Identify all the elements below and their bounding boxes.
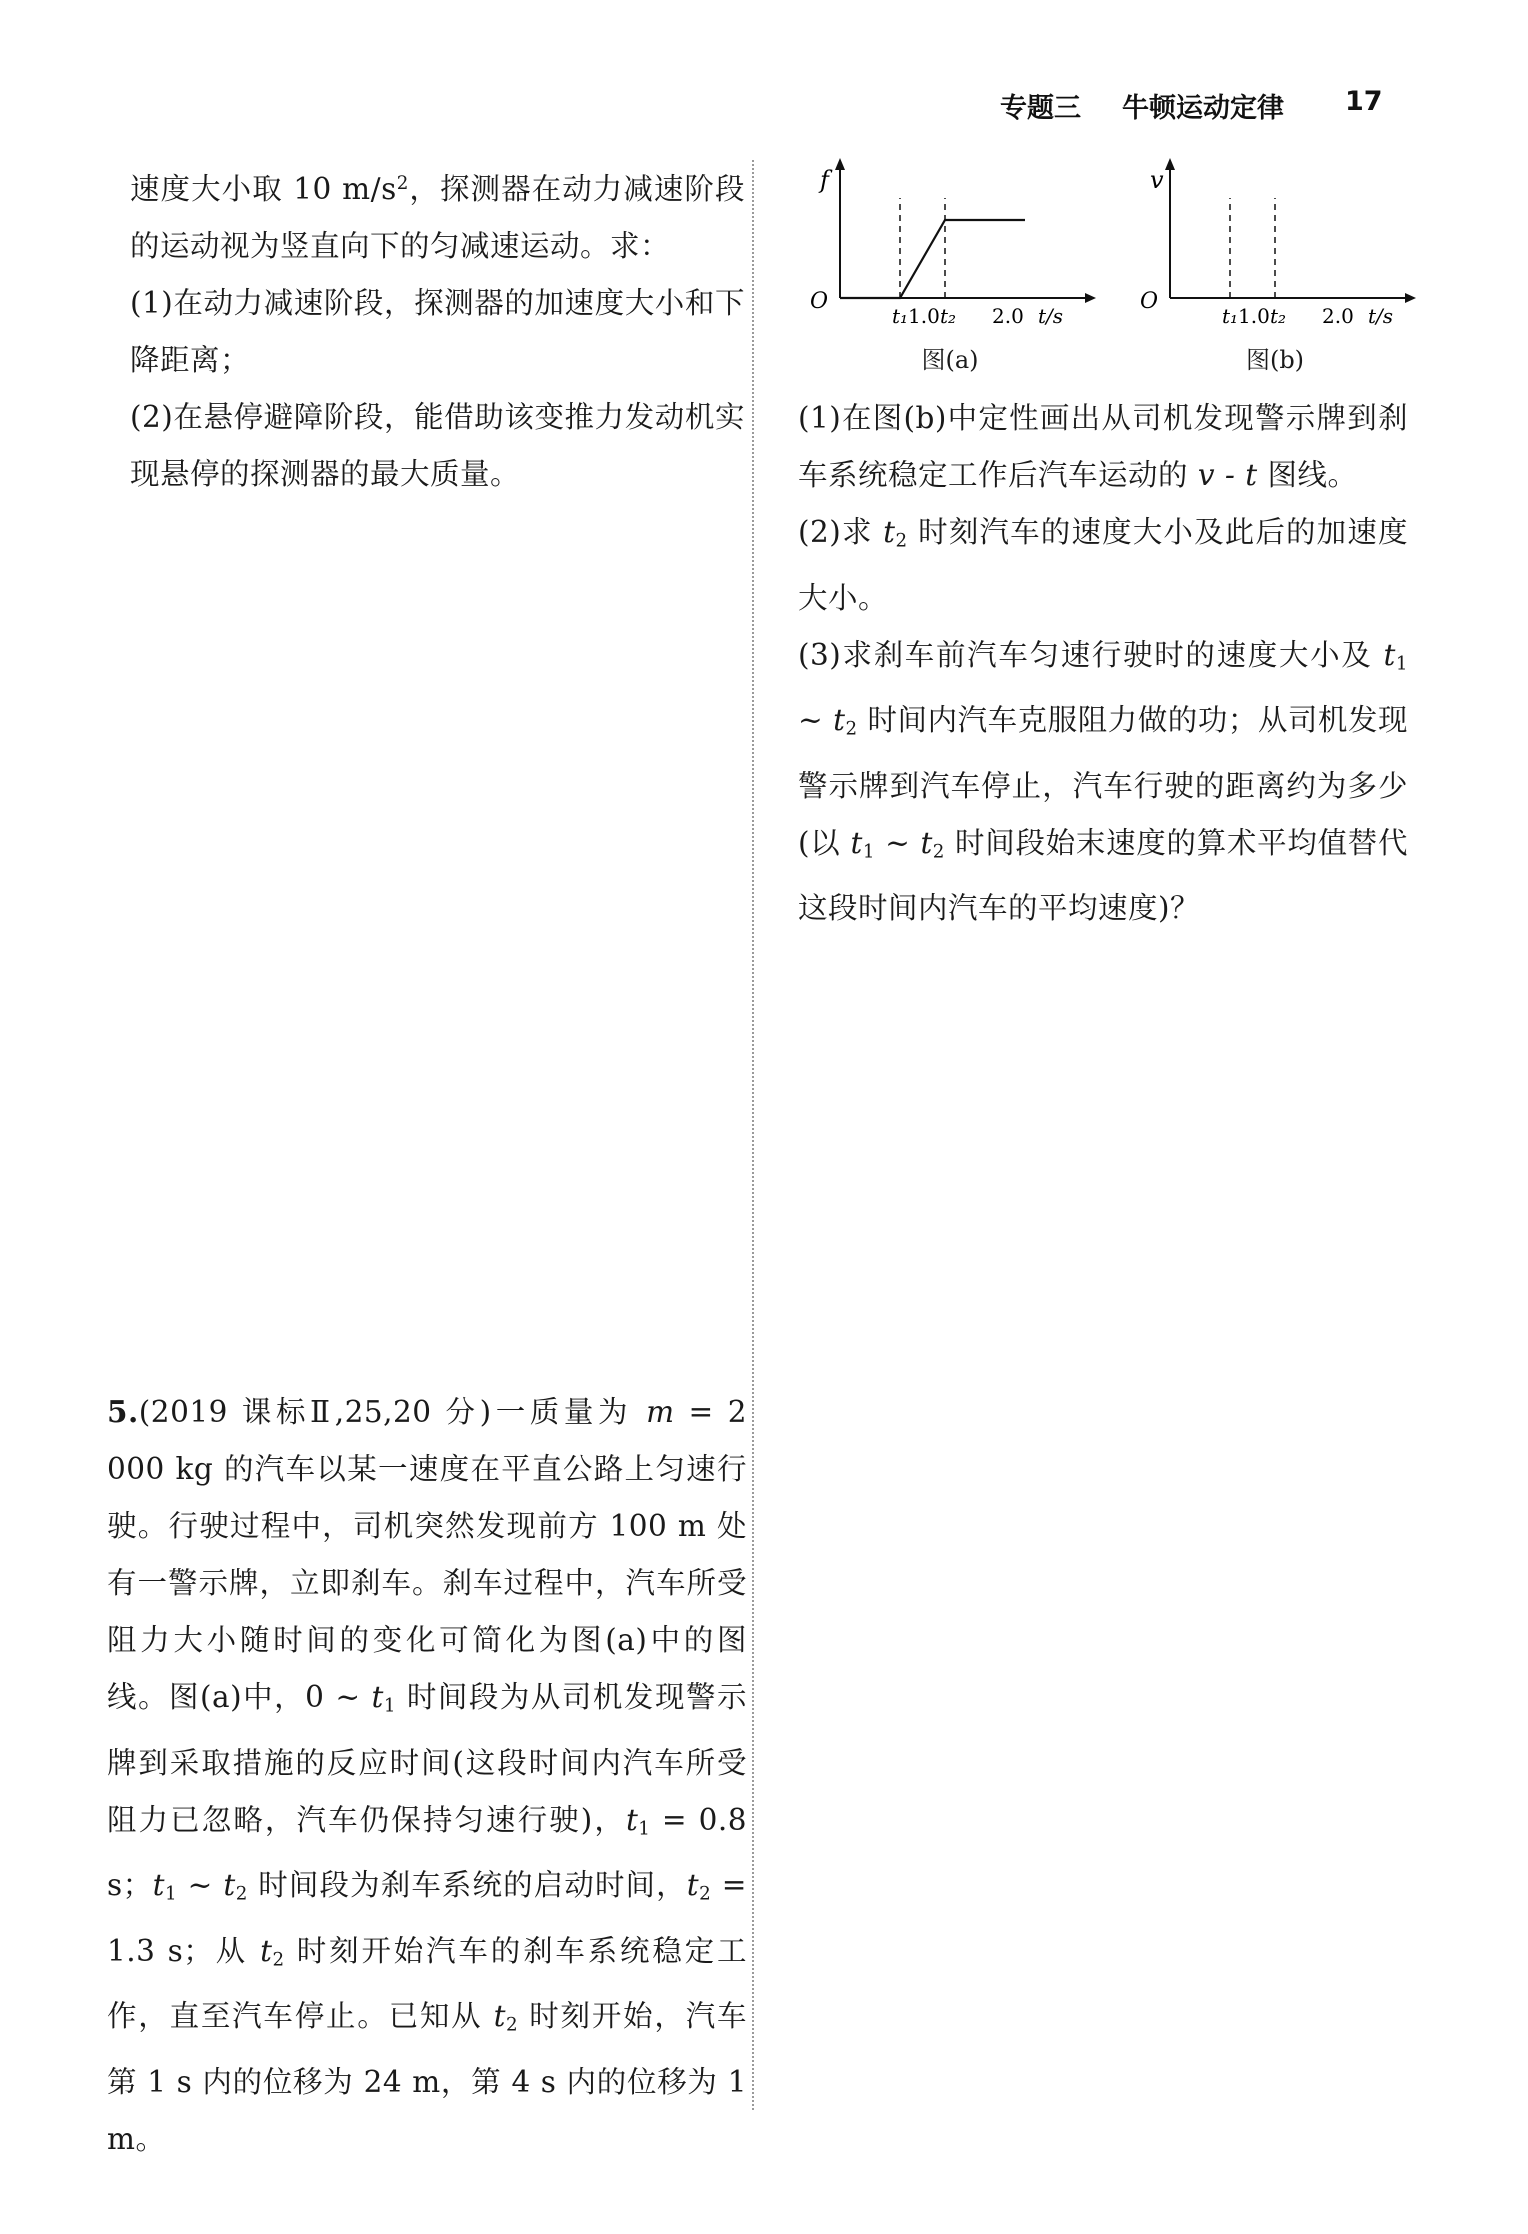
t-symbol: t	[686, 1868, 700, 1903]
text-segment: 时刻汽车的速度大小及此后的加速度大小。	[798, 515, 1408, 615]
text-segment: 一质量为	[491, 1395, 647, 1429]
t-symbol: t	[260, 1933, 273, 1968]
x-axis-label: t/s	[1038, 304, 1064, 328]
y-axis-arrow	[1165, 158, 1175, 170]
problem5-question-2	[798, 504, 1408, 627]
problem5-question-3	[798, 627, 1408, 938]
tick-t2: t₂	[940, 304, 957, 328]
t-symbol: t	[920, 825, 933, 860]
subscript: 1	[638, 1818, 651, 1840]
figure-b-caption: 图(b)	[1245, 346, 1305, 374]
superscript: 2	[396, 173, 409, 194]
resistance-curve	[840, 220, 1025, 298]
t-symbol: t	[1383, 637, 1396, 672]
text-segment: ~	[177, 1868, 224, 1903]
problem5-stem	[107, 1383, 747, 2168]
x-axis-arrow	[1085, 293, 1096, 303]
figure-a-graph	[800, 158, 1100, 338]
subscript: 2	[505, 2014, 519, 2036]
y-axis-label: f	[820, 166, 829, 194]
text-segment: 时间段为刹车系统的启动时间，	[247, 1868, 687, 1903]
t-symbol: t	[371, 1680, 384, 1714]
text-segment: (2)求	[798, 515, 884, 549]
text-segment: (3)求刹车前汽车匀速行驶时的速度大小及	[798, 637, 1384, 672]
subscript: 2	[932, 841, 945, 863]
subscript: 1	[862, 841, 876, 863]
t-symbol: t	[152, 1868, 165, 1903]
tick-t2: t₂	[1270, 304, 1287, 328]
text-segment: (1)在图(b)中定性画出从司机发现警示牌到刹车系统稳定工作后汽车运动的	[798, 401, 1408, 492]
problem5-questions	[798, 390, 1408, 937]
figure-a-caption: 图(a)	[921, 346, 979, 374]
m-symbol: m	[646, 1395, 675, 1429]
text-segment: 时刻开始汽车的刹车系统稳定工作，直至汽车停止。已知从	[107, 1933, 747, 2034]
text-segment: 速度大小取 10 m/s	[130, 172, 397, 207]
x-axis-label: t/s	[1368, 304, 1394, 328]
problem5-question-1	[798, 390, 1408, 504]
t-symbol: t	[883, 515, 896, 549]
problem-number: 5.	[107, 1394, 139, 1429]
page-number: 17	[1345, 86, 1383, 117]
tick-2-0: 2.0	[1322, 304, 1354, 328]
text-segment: = 0.8 s；	[107, 1802, 747, 1903]
text-segment: 时间内汽车克服阻力做的功；从司机发现警示牌到汽车停止，汽车行驶的距离约为多少(以	[798, 703, 1408, 860]
tilde: ~	[875, 825, 921, 860]
t-symbol: t	[625, 1802, 639, 1837]
subscript: 2	[845, 718, 858, 740]
text-segment: = 1.3 s；从	[107, 1868, 747, 1968]
figure-a	[800, 158, 1100, 378]
t-symbol: t	[223, 1868, 236, 1903]
tick-t1: t₁	[892, 304, 909, 328]
section-label: 专题三	[1000, 93, 1081, 124]
x-axis-arrow	[1405, 293, 1416, 303]
text-segment: 图线。	[1257, 458, 1358, 492]
t-symbol: t	[493, 1999, 506, 2034]
y-axis-arrow	[835, 158, 845, 170]
subscript: 1	[165, 1883, 178, 1905]
chapter-title: 牛顿运动定律	[1122, 93, 1284, 124]
problem4-question-1: (1)在动力减速阶段，探测器的加速度大小和下降距离；	[130, 286, 745, 378]
origin-label: O	[1140, 289, 1159, 314]
subscript: 2	[235, 1883, 248, 1905]
figure-b-graph	[1130, 158, 1420, 338]
text-segment: 时刻开始，汽车第 1 s 内的位移为 24 m，第 4 s 内的位移为 1 m。	[107, 1999, 747, 2156]
text-segment: ，探测器在动力减速阶段的运动视为竖直向下的匀减速运动。求：	[130, 172, 745, 264]
tilde: ~	[798, 703, 834, 738]
figure-b	[1130, 158, 1420, 378]
subscript: 2	[699, 1883, 712, 1905]
text-segment: 时间段始末速度的算术平均值替代这段时间内汽车的平均速度)？	[798, 825, 1408, 926]
page-header	[1000, 78, 1383, 128]
problem-source: (2019 课标Ⅱ,25,20 分)	[138, 1395, 492, 1429]
subscript: 1	[1395, 653, 1408, 675]
problem4-continuation	[130, 155, 745, 503]
y-axis-label: v	[1150, 166, 1164, 194]
text-segment: 时间段为从司机发现警示牌到采取措施的反应时间(这段时间内汽车所受阻力已忽略，汽车仍保持匀速行驶)，	[107, 1680, 747, 1837]
tick-2-0: 2.0	[992, 304, 1024, 328]
t-symbol: t	[833, 703, 846, 738]
problem4-question-2: (2)在悬停避障阶段，能借助该变推力发动机实现悬停的探测器的最大质量。	[130, 400, 745, 492]
tick-1-0: 1.0	[1238, 304, 1270, 328]
problem4-text	[130, 155, 745, 275]
tick-1-0: 1.0	[908, 304, 940, 328]
subscript: 2	[895, 530, 908, 552]
v-t-symbol: v - t	[1197, 458, 1258, 492]
subscript: 2	[272, 1949, 285, 1971]
text-segment: = 2 000 kg 的汽车以某一速度在平直公路上匀速行驶。行驶过程中，司机突然发现前方 100 m 处有一警示牌，立即刹车。刹车过程中，汽车所受阻力大小随时间的变化可简化为图(a)中的图线。图(a)中，0 ~	[107, 1395, 747, 1714]
origin-label: O	[810, 289, 829, 314]
column-divider	[752, 160, 754, 2110]
subscript: 1	[383, 1695, 396, 1717]
tick-t1: t₁	[1222, 304, 1239, 328]
problem5-text	[107, 1383, 747, 2168]
t-symbol: t	[850, 825, 863, 860]
